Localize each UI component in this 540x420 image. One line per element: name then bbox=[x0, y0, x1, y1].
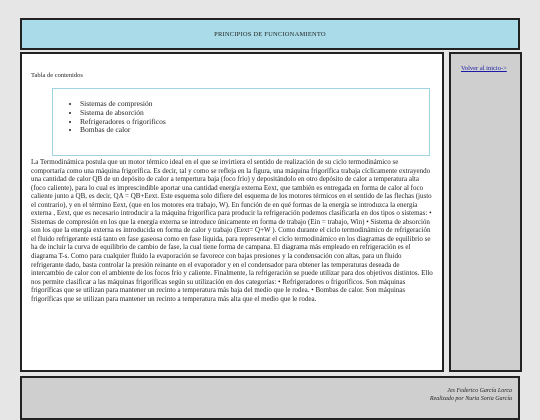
toc-item-refrigeradores: • Refrigeradores o frigorificos bbox=[80, 118, 166, 127]
toc-heading: Tabla de contenidos bbox=[31, 72, 83, 79]
page-footer bbox=[20, 376, 520, 420]
page-header bbox=[20, 18, 520, 50]
toc-list bbox=[62, 100, 166, 135]
toc-item-bombas-calor: • Bombas de calor bbox=[80, 126, 166, 135]
main-content bbox=[20, 52, 444, 372]
footer-credits bbox=[430, 388, 512, 403]
page-title: PRINCIPIOS DE FUNCIONAMIENTO bbox=[214, 30, 326, 38]
article-paragraph: La Termodinámica postula que un motor térmico ideal en el que se invirtiera el sentido de realización de su ciclo termodinámico se comportaría como una máquina frigorífica. Es decir, tal y como se refleja en la figura, una máquina frigorífica trabaja cíclicamente extrayendo una cantidad de calor QB de un depósito de calor a tempertura baja (foco frío) y depositándolo en otro depósito de calor a temperatura alta (foco caliente), para lo cual es imprescindible aportar una cantidad energía externa Eext, que también es entregada en forma de calor al foco caliente junto a QB, es decir, QA = QB+Eext. Este esquema solo difiere del esquema de los motores térmicos en el sentido de las flechas (justo el contrario), y en el término Eext, (que en los motores era trabajo, W). En función de en qué formas de la energía se introduzca la energía externa , Eext, que es necesario introducir a la máquina frigorífica para producir la refrigeración podemos clasificarla en dos tipos o sistemas: • Sistemas de compresión en los que la energía externa se introduce únicamente en forma de trabajo (Ein = trabajo, Win) • Sistema de absorción son los que la energía externa es introducida en forma de calor y trabajo (Eext= Q+W ). Como durante el ciclo termodinámico de refrigeración el fluido refrigerante está tanto en fase gaseosa como en fase líquida, para representar el ciclo termodinámico en los diagramas de equilibrio se ha de incluir la curva de equilibrio de cambio de fase, la cual tiene forma de campana. El diagrama más empleado en refrigeración es el diagrama T-s. Como para cualquier fluido la evaporación se favorece con bajas presiones y la condensación con altas, para un fluido refrigerante dado, basta controlar la presión reinante en el evaporador y en el condensador para obtener las temperaturas deseada de intercambio de calor con el ambiente de los focos frío y caliente. Finalmente, la refrigeración se puede utilizar para dos objetivos distintos. Ello nos permite clasificar a las máquinas frigoríficas según su utilización en dos categorías: • Refrigeradores o frigoríficos. Son máquinas frigoríficas que se utilizan para mantener un recinto a temperatura más baja del medio que le rodea. • Bombas de calor. Son máquinas frigoríficas que se utilizan para mantener un recinto a temperatura más alta que el medio que le rodea. bbox=[31, 158, 433, 303]
credit-author: Realizado por Nuria Soria García bbox=[429, 395, 512, 402]
toc-item-absorcion: • Sistema de absorción bbox=[80, 109, 166, 118]
credit-school: Jes Federico García Lorca bbox=[447, 388, 512, 394]
table-of-contents bbox=[52, 88, 430, 156]
back-to-home-link[interactable]: Volver al inicio-> bbox=[461, 65, 507, 72]
toc-item-compresion: • Sistemas de compresión bbox=[80, 100, 166, 109]
sidebar bbox=[449, 52, 522, 372]
